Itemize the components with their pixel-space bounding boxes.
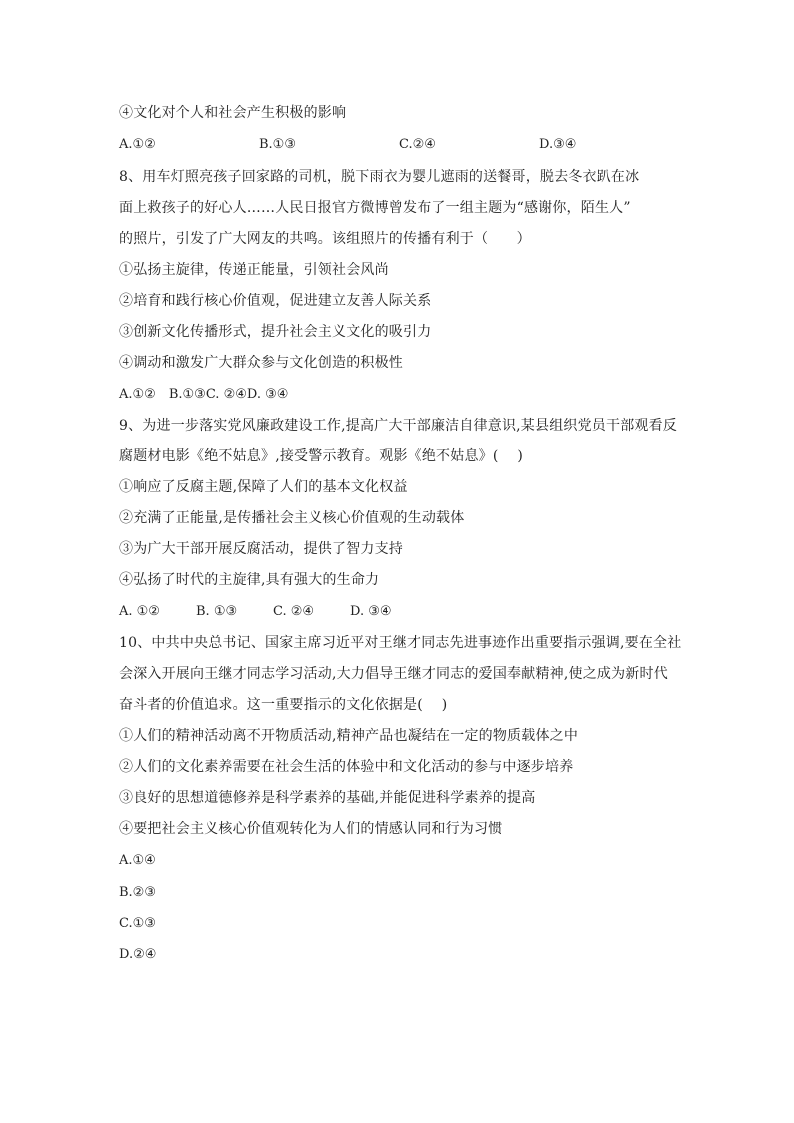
- q8-statement-3: ③创新文化传播形式，提升社会主义文化的吸引力: [119, 324, 432, 340]
- q9-option-d: D. ③④: [350, 604, 392, 619]
- q8-options: A.①② B.①③C. ②④D. ③④: [119, 387, 289, 402]
- q10-statement-3: ③良好的思想道德修养是科学素养的基础,并能促进科学素养的提高: [119, 790, 536, 806]
- q8-stem-line-1: 8、用车灯照亮孩子回家路的司机，脱下雨衣为婴儿遮雨的送餐哥，脱去冬衣趴在冰: [119, 169, 640, 185]
- q10-stem-line-2: 会深入开展向王继才同志学习活动,大力倡导王继才同志的爱国奉献精神,使之成为新时代: [119, 666, 668, 682]
- q7-option-a: A.①②: [119, 137, 156, 152]
- q8-stem-line-2: 面上救孩子的好心人……人民日报官方微博曾发布了一组主题为“感谢你，陌生人”: [119, 200, 631, 216]
- q8-statement-1: ①弘扬主旋律，传递正能量，引领社会风尚: [119, 262, 389, 278]
- q10-stem-line-1: 10、中共中央总书记、国家主席习近平对王继才同志先进事迹作出重要指示强调,要在全社: [119, 635, 682, 651]
- q10-option-a: A.①④: [119, 853, 156, 868]
- q8-statement-2: ②培育和践行核心价值观，促进建立友善人际关系: [119, 293, 432, 309]
- q9-option-a: A. ①②: [119, 604, 160, 619]
- q10-statement-2: ②人们的文化素养需要在社会生活的体验中和文化活动的参与中逐步培养: [119, 759, 574, 775]
- q10-option-b: B.②③: [119, 885, 156, 900]
- q7-option-b: B.①③: [259, 137, 296, 152]
- q7-option-c: C.②④: [399, 137, 436, 152]
- q9-statement-1: ①响应了反腐主题,保障了人们的基本文化权益: [119, 479, 408, 495]
- q10-statement-1: ①人们的精神活动离不开物质活动,精神产品也凝结在一定的物质载体之中: [119, 728, 579, 744]
- q9-statement-3: ③为广大干部开展反腐活动，提供了智力支持: [119, 541, 403, 557]
- q10-stem-line-3: 奋斗者的价值追求。这一重要指示的文化依据是( ): [119, 697, 448, 713]
- q8-statement-4: ④调动和激发广大群众参与文化创造的积极性: [119, 355, 403, 371]
- q10-option-c: C.①③: [119, 916, 156, 931]
- q9-statement-4: ④弘扬了时代的主旋律,具有强大的生命力: [119, 572, 380, 588]
- q7-option-d: D.③④: [539, 137, 577, 152]
- q10-statement-4: ④要把社会主义核心价值观转化为人们的情感认同和行为习惯: [119, 821, 503, 837]
- q7-statement-4: ④文化对个人和社会产生积极的影响: [119, 105, 347, 121]
- q9-option-c: C. ②④: [273, 604, 315, 619]
- q9-stem-line-1: 9、为进一步落实党风廉政建设工作,提高广大干部廉洁自律意识,某县组织党员干部观看反: [119, 418, 678, 434]
- q9-stem-line-2: 腐题材电影《绝不姑息》,接受警示教育。观影《绝不姑息》( ): [119, 448, 524, 464]
- q8-stem-line-3: 的照片，引发了广大网友的共鸣。该组照片的传播有利于（ ）: [119, 231, 531, 247]
- q9-statement-2: ②充满了正能量,是传播社会主义核心价值观的生动载体: [119, 510, 465, 526]
- q9-option-b: B. ①③: [196, 604, 238, 619]
- q10-option-d: D.②④: [119, 947, 157, 962]
